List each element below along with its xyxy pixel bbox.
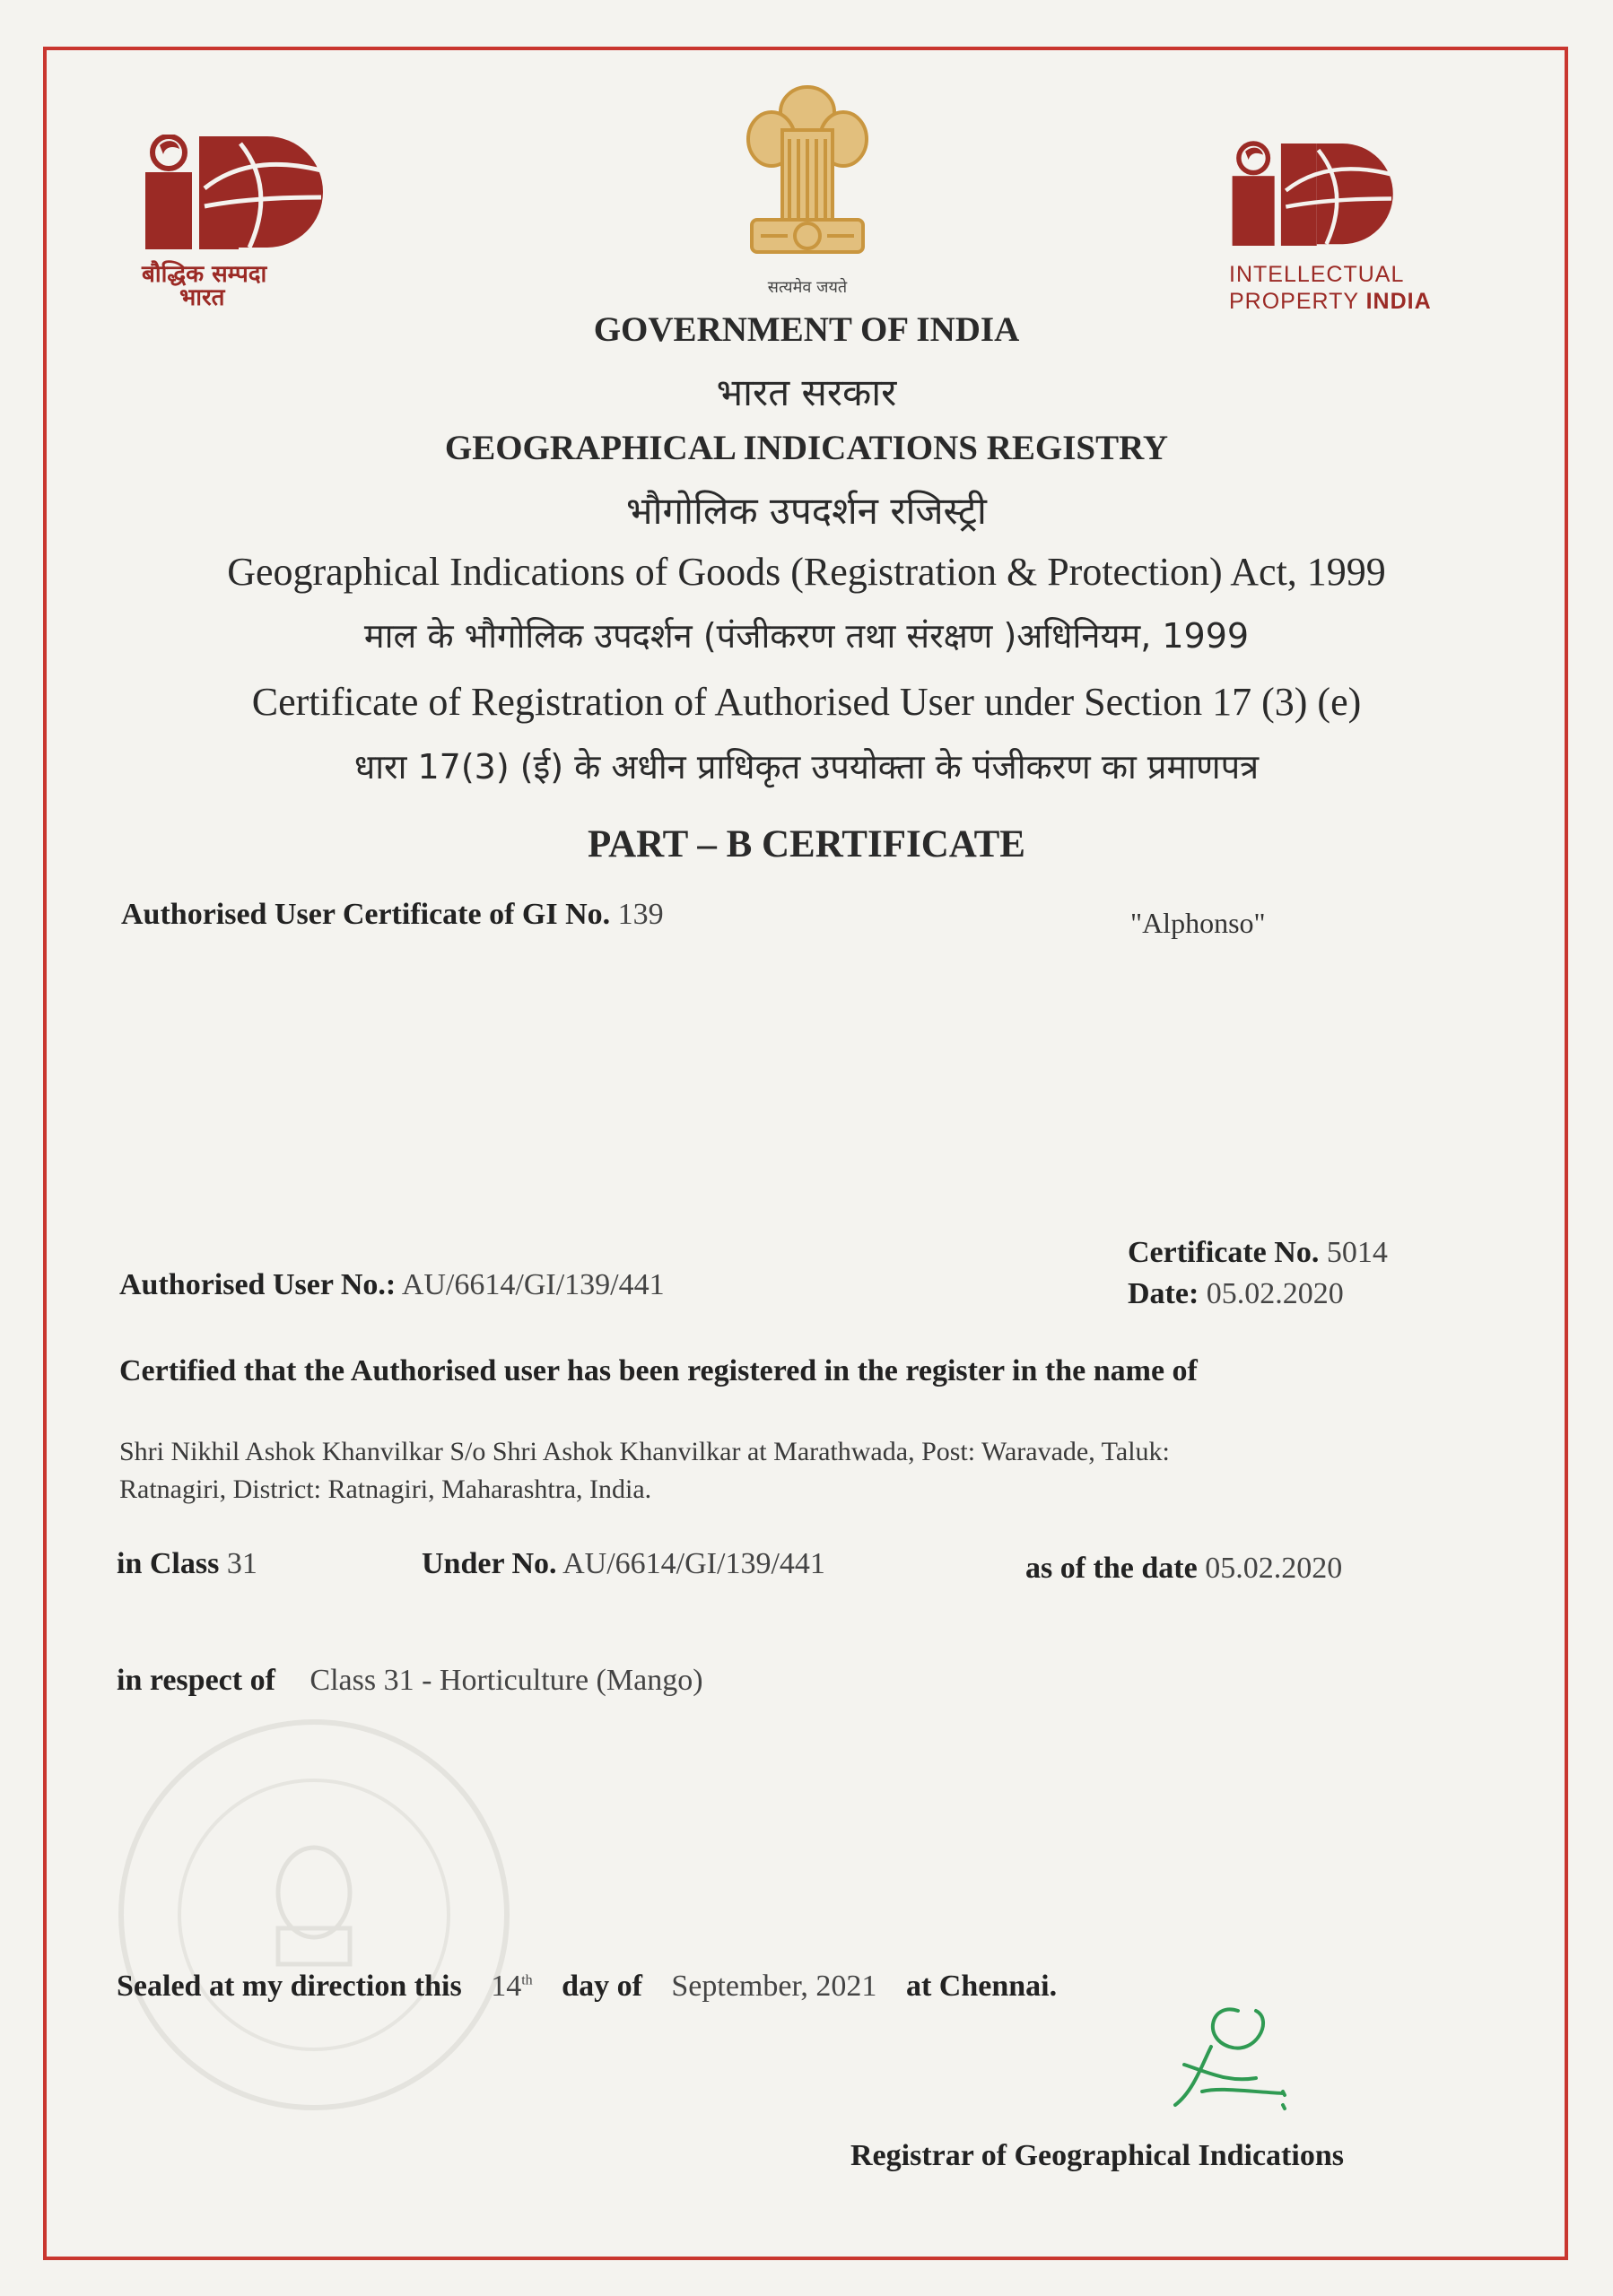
as-of-date-value: 05.02.2020 [1205, 1552, 1343, 1585]
certificate-date-label: Date: [1128, 1277, 1199, 1310]
certificate-number-value: 5014 [1326, 1236, 1388, 1269]
registrant-address [119, 1433, 1170, 1509]
part-b-title: PART – B CERTIFICATE [588, 823, 1025, 865]
registrant-line-2: Ratnagiri, District: Ratnagiri, Maharashtra, India. [119, 1474, 652, 1504]
ip-logo-right [1229, 136, 1498, 325]
in-respect-of-field [117, 1664, 703, 1698]
certificate-number-label: Certificate No. [1128, 1236, 1320, 1269]
class-field [117, 1547, 257, 1581]
registry-title-hi: भौगोलिक उपदर्शन रजिस्ट्री [626, 489, 987, 533]
ip-logo-left-text-2: भारत [179, 284, 225, 311]
in-respect-of-value: Class 31 - Horticulture (Mango) [310, 1664, 703, 1697]
certificate-date-line [1128, 1274, 1388, 1315]
signature-graphic [1148, 1993, 1310, 2118]
cert-title-hi: धारा 17(3) (ई) के अधीन प्राधिकृत उपयोक्ता के पंजीकरण का प्रमाणपत्र [353, 747, 1260, 787]
ip-logo-right-india: INDIA [1365, 289, 1432, 314]
certificate-date-value: 05.02.2020 [1206, 1277, 1344, 1310]
emblem-motto: सत्यमेव जयते [767, 278, 848, 297]
act-title-en: Geographical Indications of Goods (Registration & Protection) Act, 1999 [227, 550, 1386, 594]
lion-capital-emblem [736, 76, 879, 274]
gov-title-hi: भारत सरकार [716, 370, 897, 414]
sealed-place: at Chennai. [905, 1970, 1058, 2003]
under-number-field [422, 1547, 825, 1581]
gi-number-value: 139 [617, 898, 664, 931]
certificate-number-line [1128, 1232, 1388, 1274]
cert-title-en: Certificate of Registration of Authorised User under Section 17 (3) (e) [251, 680, 1362, 724]
sealed-day [491, 1970, 532, 2003]
gi-name: "Alphonso" [1130, 907, 1266, 939]
ip-logo-mark [142, 135, 330, 251]
authorised-user-line [119, 1268, 665, 1302]
registry-title-en: GEOGRAPHICAL INDICATIONS REGISTRY [444, 429, 1169, 467]
in-respect-of-label: in respect of [117, 1664, 275, 1697]
sealed-day-number: 14 [491, 1970, 522, 2003]
gov-title-en: GOVERNMENT OF INDIA [593, 310, 1020, 349]
sealed-day-suffix: th [521, 1972, 533, 1988]
class-label: in Class [117, 1547, 220, 1580]
certified-statement: Certified that the Authorised user has been registered in the register in the name of [119, 1354, 1198, 1387]
act-title-hi: माल के भौगोलिक उपदर्शन (पंजीकरण तथा संरक्षण )अधिनियम, 1999 [363, 616, 1250, 656]
registrar-title: Registrar of Geographical Indications [850, 2139, 1344, 2172]
under-number-value: AU/6614/GI/139/441 [562, 1547, 825, 1580]
ip-logo-left [142, 135, 348, 314]
sealed-month-year: September, 2021 [671, 1970, 877, 2003]
gi-number-label: Authorised User Certificate of GI No. [121, 898, 611, 931]
under-number-label: Under No. [422, 1547, 557, 1580]
national-emblem [718, 76, 897, 309]
embossed-seal [108, 1704, 520, 2126]
embossed-seal-graphic [108, 1704, 520, 2126]
ip-logo-left-text-1: बौद्धिक सम्पदा [142, 261, 267, 288]
certificate-info [1128, 1232, 1388, 1315]
sealed-day-of-label: day of [562, 1970, 642, 2003]
sealed-label: Sealed at my direction this [117, 1970, 462, 2003]
as-of-date-label: as of the date [1025, 1552, 1198, 1585]
sealed-statement [117, 1970, 1057, 2004]
class-value: 31 [226, 1547, 257, 1580]
registrar-signature [1148, 1993, 1310, 2118]
authorised-user-value: AU/6614/GI/139/441 [401, 1268, 665, 1301]
ip-logo-right-text-1: INTELLECTUAL [1229, 262, 1405, 287]
authorised-user-label: Authorised User No.: [119, 1268, 397, 1301]
as-of-date-field [1025, 1552, 1342, 1586]
registrant-line-1: Shri Nikhil Ashok Khanvilkar S/o Shri Ashok Khanvilkar at Marathwada, Post: Waravade, Taluk: [119, 1437, 1170, 1466]
ip-logo-right-property: PROPERTY [1229, 289, 1359, 314]
ip-logo-mark-right [1229, 136, 1399, 253]
gi-number-line [121, 898, 664, 932]
